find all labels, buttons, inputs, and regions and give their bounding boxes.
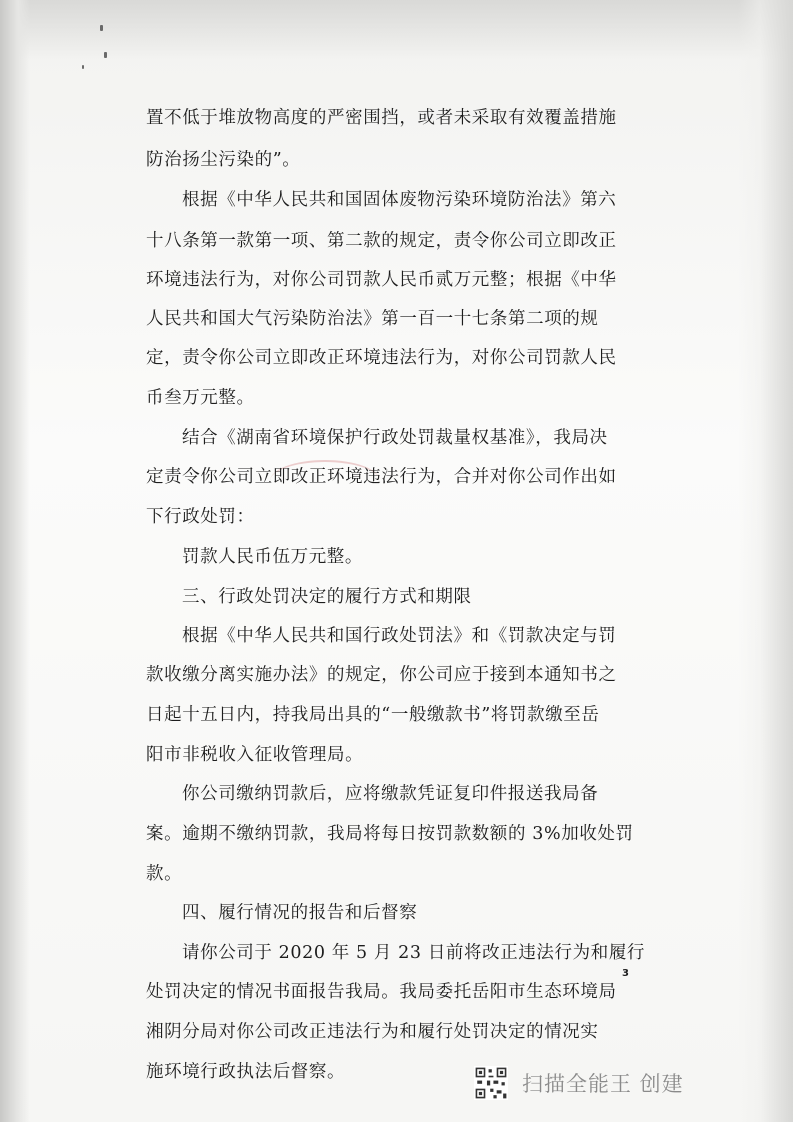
text-line: 根据《中华人民共和国行政处罚法》和《罚款决定与罚 — [182, 626, 617, 646]
top-shadow — [0, 0, 793, 60]
right-edge-shadow — [738, 0, 793, 1122]
text-line: 十八条第一款第一项、第二款的规定，责令你公司立即改正 — [146, 231, 617, 251]
punch-hole-mark — [82, 65, 84, 69]
text-line: 置不低于堆放物高度的严密围挡，或者未采取有效覆盖措施 — [146, 108, 617, 128]
page-number: 3 — [622, 968, 629, 979]
text-line: 定，责令你公司立即改正环境违法行为，对你公司罚款人民 — [146, 348, 617, 368]
text-line: 处罚决定的情况书面报告我局。我局委托岳阳市生态环境局 — [146, 982, 617, 1002]
text-line: 环境违法行为，对你公司罚款人民币贰万元整；根据《中华 — [146, 270, 617, 290]
section-heading: 三、行政处罚决定的履行方式和期限 — [182, 587, 472, 607]
text-line: 你公司缴纳罚款后，应将缴款凭证复印件报送我局备 — [182, 784, 599, 804]
watermark-text: 扫描全能王 创建 — [522, 1072, 684, 1096]
text-line: 施环境行政执法后督察。 — [146, 1062, 346, 1082]
text-line: 币叁万元整。 — [146, 388, 255, 408]
text-line: 日起十五日内，持我局出具的“一般缴款书”将罚款缴至岳 — [146, 705, 600, 725]
text-line: 定责令你公司立即改正环境违法行为，合并对你公司作出如 — [146, 467, 617, 487]
punch-hole-mark — [100, 25, 103, 31]
text-line: 人民共和国大气污染防治法》第一百一十七条第二项的规 — [146, 309, 599, 329]
qr-code-icon — [474, 1066, 508, 1100]
scanner-watermark — [474, 1066, 684, 1100]
text-line: 款收缴分离实施办法》的规定，你公司应于接到本通知书之 — [146, 665, 617, 685]
text-line: 请你公司于 2020 年 5 月 23 日前将改正违法行为和履行 — [182, 943, 646, 963]
text-line: 阳市非税收入征收管理局。 — [146, 745, 364, 765]
left-edge-shadow — [0, 0, 30, 1122]
punch-hole-mark — [104, 52, 107, 58]
text-line: 结合《湖南省环境保护行政处罚裁量权基准》，我局决 — [182, 428, 608, 448]
text-line: 湘阴分局对你公司改正违法行为和履行处罚决定的情况实 — [146, 1022, 599, 1042]
text-line: 罚款人民币伍万元整。 — [182, 547, 363, 567]
text-line: 下行政处罚： — [146, 507, 255, 527]
text-line: 防治扬尘污染的”。 — [146, 150, 301, 170]
text-line: 根据《中华人民共和国固体废物污染环境防治法》第六 — [182, 190, 617, 210]
text-line: 案。逾期不缴纳罚款，我局将每日按罚款数额的 3%加收处罚 — [146, 824, 634, 844]
text-line: 款。 — [146, 864, 183, 884]
section-heading: 四、履行情况的报告和后督察 — [182, 903, 418, 923]
